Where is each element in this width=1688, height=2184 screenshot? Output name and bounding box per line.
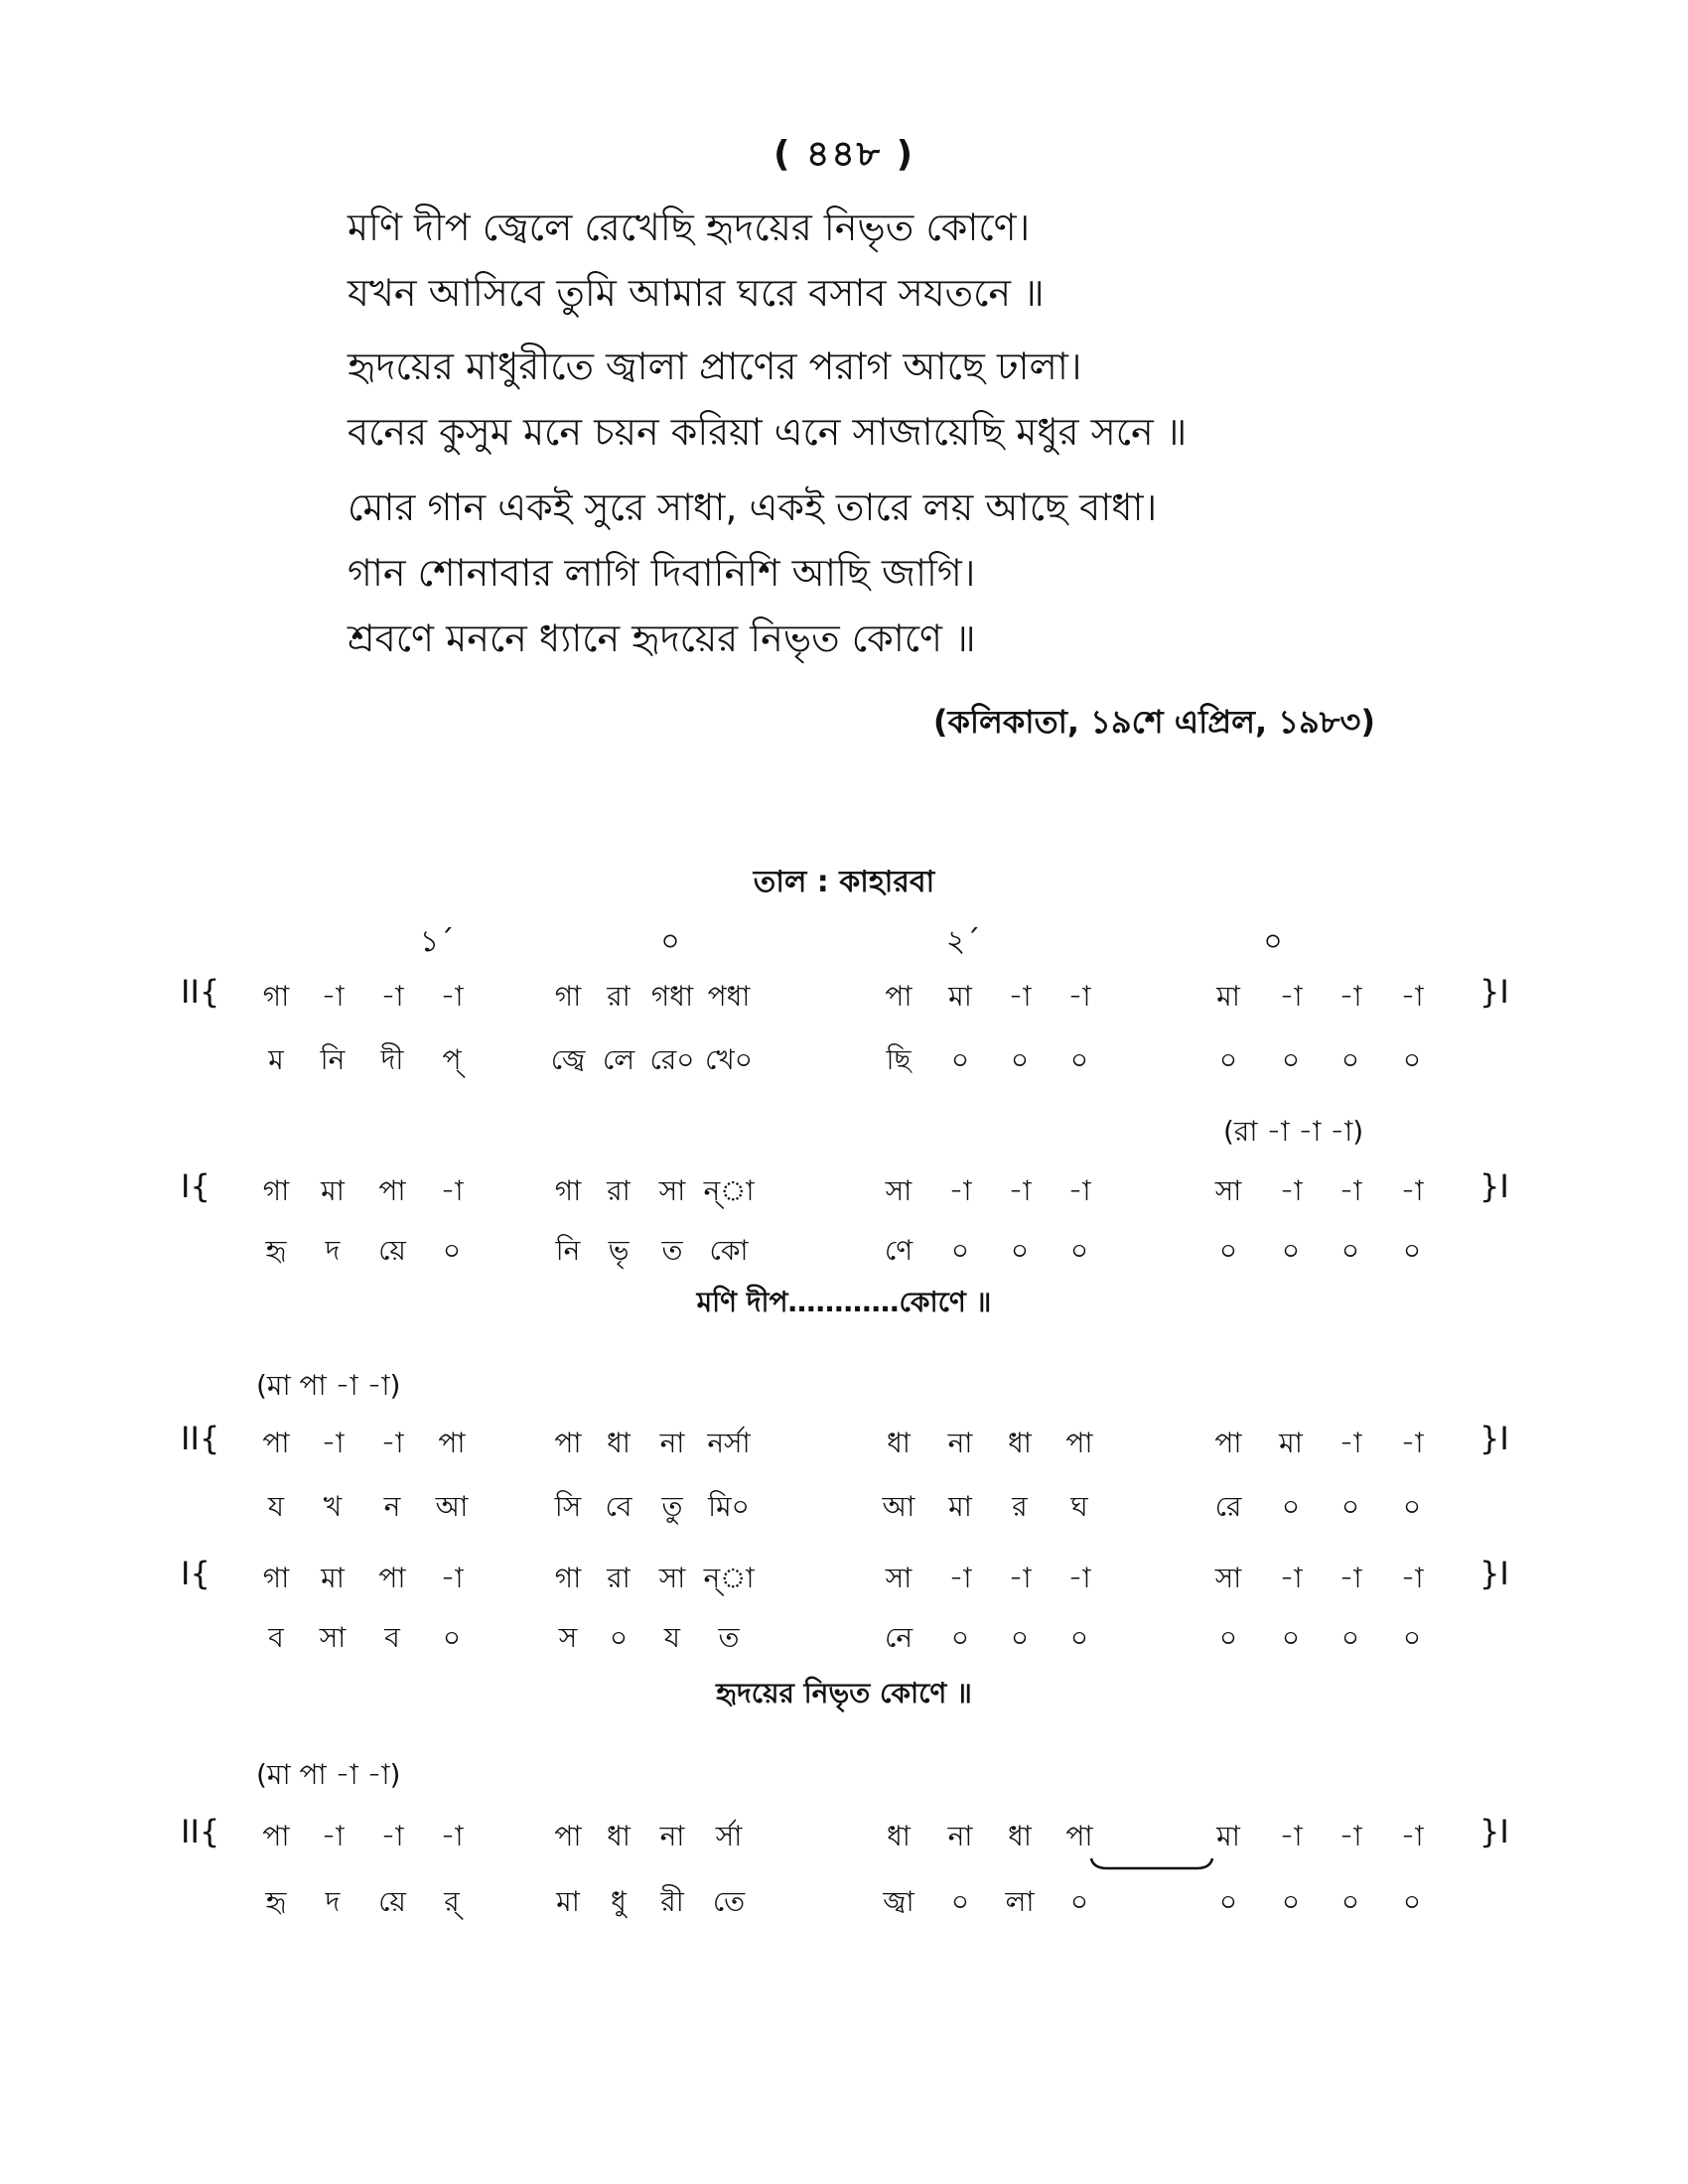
lyric-syllable: ০: [1402, 1043, 1422, 1076]
note: মা: [1216, 980, 1240, 1013]
lyric-syllable: দী: [380, 1043, 404, 1076]
note: পা: [554, 1820, 582, 1852]
note: -া: [1338, 1820, 1362, 1852]
note: ধা: [1008, 1427, 1032, 1459]
lyric-syllable: ত: [718, 1621, 740, 1654]
note: -া: [948, 1174, 972, 1207]
lyric-syllable: ০: [950, 1043, 970, 1076]
poem-line: বনের কুসুম মনে চয়ন করিয়া এনে সাজায়েছি মধুর সনে ॥: [348, 410, 1188, 454]
lyric-syllable: ০: [1340, 1885, 1360, 1918]
note: ধা: [887, 1427, 911, 1459]
lyric-syllable: ০: [950, 1885, 970, 1918]
lyric-syllable: হৃ: [265, 1885, 287, 1918]
stanza-3: [348, 475, 1440, 671]
lyric-syllable: তু: [661, 1490, 683, 1523]
lyric-syllable: রে: [1214, 1490, 1242, 1523]
lyric-syllable: দ: [325, 1885, 341, 1918]
note: -া: [440, 1174, 464, 1207]
note: পা: [378, 1562, 406, 1594]
lyric-syllable: য: [663, 1621, 681, 1654]
note-row: [0, 1815, 1688, 1858]
note: পা: [1065, 1820, 1093, 1852]
note: গা: [554, 1174, 582, 1207]
lyric-syllable: ০: [1340, 1043, 1360, 1076]
lyric-syllable: নি: [320, 1043, 346, 1076]
lyric-syllable: ০: [1402, 1621, 1422, 1654]
note: র্সা: [715, 1820, 743, 1852]
lyric-syllable: ০: [1069, 1621, 1089, 1654]
lyric-syllable: সা: [319, 1621, 347, 1654]
lyric-syllable: দ: [325, 1234, 341, 1267]
lyric-syllable: নি: [555, 1234, 581, 1267]
lyric-syllable: আ: [882, 1490, 915, 1523]
note: -া: [1400, 1174, 1424, 1207]
lyric-syllable: লে: [602, 1043, 635, 1076]
poem-line: মোর গান একই সুরে সাধা, একই তারে লয় আছে বাধা।: [348, 485, 1158, 529]
lyric-syllable: খ: [323, 1490, 343, 1523]
note: রা: [607, 1174, 631, 1207]
poem-line: শ্রবণে মননে ধ্যানে হৃদয়ের নিভৃত কোণে ॥: [348, 616, 976, 660]
note: -া: [1400, 980, 1424, 1013]
lyric-syllable: স: [558, 1621, 578, 1654]
note: নর্সা: [707, 1427, 751, 1459]
section-start-mark: I{: [181, 1167, 211, 1205]
note: না: [659, 1427, 685, 1459]
lyric-syllable: ০: [1402, 1885, 1422, 1918]
lyric-syllable: তে: [712, 1885, 746, 1918]
note: গা: [262, 1562, 290, 1594]
note: ধা: [607, 1820, 631, 1852]
lyric-syllable: র: [1012, 1490, 1028, 1523]
lyric-syllable: ০: [609, 1621, 629, 1654]
section-end-mark: }I: [1479, 973, 1509, 1011]
note: -া: [1338, 1174, 1362, 1207]
poem-line: যখন আসিবে তুমি আমার ঘরে বসাব সযতনে ॥: [348, 271, 1045, 315]
note: -া: [1279, 980, 1303, 1013]
lyric-syllable: র্: [444, 1885, 460, 1918]
note: পা: [378, 1174, 406, 1207]
note: সা: [1214, 1174, 1242, 1207]
lyric-syllable: ০: [1340, 1490, 1360, 1523]
lyric-syllable: মা: [556, 1885, 580, 1918]
poem-line: গান শোনাবার লাগি দিবানিশি আছি জাগি।: [348, 551, 976, 595]
lyric-syllable: য়ে: [378, 1885, 406, 1918]
lyric-syllable: খে০: [705, 1043, 753, 1076]
slur-mark: [1087, 1854, 1216, 1874]
lyric-syllable: সি: [554, 1490, 582, 1523]
note: -া: [1067, 1174, 1091, 1207]
note: -া: [1338, 1562, 1362, 1594]
poem-line: মণি দীপ জ্বেলে রেখেছি হৃদয়ের নিভৃত কোণে।: [348, 205, 1031, 249]
page-number: ( ৪৪৮ ): [773, 134, 915, 175]
dateline: (কলিকাতা, ১৯শে এপ্রিল, ১৯৮৩): [932, 703, 1375, 741]
lyric-syllable: ০: [1281, 1621, 1301, 1654]
lyric-syllable: মি০: [708, 1490, 750, 1523]
note: -া: [1008, 1562, 1032, 1594]
section-end-mark: }I: [1479, 1420, 1509, 1457]
note: -া: [380, 1427, 404, 1459]
note: রা: [607, 1562, 631, 1594]
note: পা: [262, 1427, 290, 1459]
note: -া: [1279, 1562, 1303, 1594]
note: পা: [1065, 1427, 1093, 1459]
refrain-cue: হৃদয়ের নিভৃত কোণে ॥: [716, 1677, 972, 1709]
lyric-syllable: ন: [383, 1490, 401, 1523]
beat-mark: ০: [660, 924, 680, 959]
beat-mark: ২´: [945, 924, 981, 959]
lyric-syllable: ০: [1069, 1234, 1089, 1267]
note: ন্া: [703, 1174, 755, 1207]
lyric-syllable: ০: [1340, 1234, 1360, 1267]
tala-heading: তাল : কাহারবা: [753, 865, 935, 899]
note: ধা: [887, 1820, 911, 1852]
note-row: [0, 975, 1688, 1019]
lyric-syllable: ত: [661, 1234, 683, 1267]
lyric-syllable: ০: [950, 1621, 970, 1654]
note: -া: [1400, 1820, 1424, 1852]
lyric-row: [0, 1038, 1688, 1082]
lyric-syllable: লা: [1005, 1885, 1035, 1918]
note: -া: [1338, 980, 1362, 1013]
variant-notes: (মা পা -া -া): [256, 1758, 401, 1791]
section-end-mark: }I: [1479, 1555, 1509, 1592]
note: না: [659, 1820, 685, 1852]
lyric-syllable: ০: [1010, 1621, 1030, 1654]
note: -া: [1008, 1174, 1032, 1207]
lyric-syllable: ণে: [884, 1234, 914, 1267]
lyric-syllable: ০: [1010, 1043, 1030, 1076]
lyric-syllable: জ্বে: [550, 1043, 586, 1076]
note: গধা: [650, 980, 694, 1013]
lyric-syllable: য: [267, 1490, 285, 1523]
lyric-syllable: ০: [442, 1234, 462, 1267]
lyric-syllable: ০: [1281, 1885, 1301, 1918]
note: -া: [321, 980, 345, 1013]
lyric-syllable: ০: [1402, 1490, 1422, 1523]
lyric-syllable: ০: [950, 1234, 970, 1267]
lyric-syllable: য়ে: [378, 1234, 406, 1267]
note: মা: [321, 1562, 345, 1594]
lyric-syllable: আ: [435, 1490, 469, 1523]
lyric-syllable: ০: [442, 1621, 462, 1654]
lyric-row: [0, 1880, 1688, 1924]
beat-marks: [0, 917, 1688, 957]
lyric-row: [0, 1229, 1688, 1273]
lyric-syllable: ম: [268, 1043, 284, 1076]
note: গা: [262, 980, 290, 1013]
lyric-syllable: ব: [268, 1621, 284, 1654]
lyric-syllable: ০: [1069, 1043, 1089, 1076]
note: -া: [440, 980, 464, 1013]
lyric-syllable: ০: [1218, 1885, 1238, 1918]
note: মা: [321, 1174, 345, 1207]
note: ন্া: [703, 1562, 755, 1594]
note: ধা: [607, 1427, 631, 1459]
note: -া: [321, 1427, 345, 1459]
lyric-syllable: প্: [442, 1043, 462, 1076]
variant-notes: (মা পা -া -া): [256, 1369, 401, 1402]
lyric-syllable: রী: [660, 1885, 684, 1918]
lyric-syllable: ০: [1281, 1043, 1301, 1076]
section-end-mark: }I: [1479, 1813, 1509, 1850]
lyric-syllable: ছি: [886, 1043, 912, 1076]
note: -া: [1279, 1820, 1303, 1852]
lyric-syllable: ০: [1010, 1234, 1030, 1267]
note: সা: [658, 1562, 686, 1594]
lyric-syllable: ব: [384, 1621, 400, 1654]
note: পা: [554, 1427, 582, 1459]
note: পধা: [707, 980, 751, 1013]
lyric-syllable: ধু: [611, 1885, 627, 1918]
lyric-syllable: ০: [1069, 1885, 1089, 1918]
lyric-syllable: মা: [948, 1490, 972, 1523]
lyric-syllable: কো: [709, 1234, 749, 1267]
stanza-1: [348, 195, 1440, 326]
section-start-mark: II{: [181, 973, 220, 1011]
note: না: [947, 1820, 973, 1852]
note-row: [0, 1169, 1688, 1213]
beat-mark: ০: [1263, 924, 1283, 959]
lyric-syllable: হৃ: [265, 1234, 287, 1267]
section-start-mark: I{: [181, 1555, 211, 1592]
note: -া: [1400, 1562, 1424, 1594]
note: -া: [321, 1820, 345, 1852]
note: পা: [885, 980, 913, 1013]
section-start-mark: II{: [181, 1420, 220, 1457]
note: মা: [1216, 1820, 1240, 1852]
note: গা: [554, 1562, 582, 1594]
lyric-syllable: ০: [1218, 1234, 1238, 1267]
note: -া: [1279, 1174, 1303, 1207]
note: -া: [948, 1562, 972, 1594]
note: রা: [607, 980, 631, 1013]
lyric-syllable: নে: [884, 1621, 914, 1654]
note: সা: [885, 1562, 913, 1594]
note: -া: [380, 980, 404, 1013]
note: মা: [1279, 1427, 1303, 1459]
lyric-syllable: ০: [1281, 1490, 1301, 1523]
lyric-syllable: ০: [1218, 1621, 1238, 1654]
lyric-row: [0, 1616, 1688, 1660]
lyric-row: [0, 1485, 1688, 1529]
section-end-mark: }I: [1479, 1167, 1509, 1205]
lyric-syllable: জ্বা: [883, 1885, 914, 1918]
note: গা: [262, 1174, 290, 1207]
lyric-syllable: ০: [1218, 1043, 1238, 1076]
note: সা: [885, 1174, 913, 1207]
note: পা: [438, 1427, 466, 1459]
note: সা: [658, 1174, 686, 1207]
poem-line: হৃদয়ের মাধুরীতে জ্বালা প্রাণের পরাগ আছে ঢালা।: [348, 344, 1082, 388]
stanza-2: [348, 334, 1440, 465]
note: পা: [1214, 1427, 1242, 1459]
lyric-syllable: রে০: [649, 1043, 695, 1076]
section-start-mark: II{: [181, 1813, 220, 1850]
note-row: [0, 1422, 1688, 1465]
note: -া: [440, 1820, 464, 1852]
note: মা: [948, 980, 972, 1013]
note: পা: [262, 1820, 290, 1852]
lyric-syllable: ঘ: [1070, 1490, 1088, 1523]
note: সা: [1214, 1562, 1242, 1594]
note: -া: [1067, 980, 1091, 1013]
note: -া: [440, 1562, 464, 1594]
beat-mark: ১´: [419, 924, 455, 959]
note: না: [947, 1427, 973, 1459]
refrain-cue: মণি দীপ…………কোণে ॥: [696, 1286, 992, 1318]
lyric-syllable: ভৃ: [608, 1234, 630, 1267]
note: ধা: [1008, 1820, 1032, 1852]
note: -া: [1400, 1427, 1424, 1459]
note: -া: [380, 1820, 404, 1852]
note: -া: [1338, 1427, 1362, 1459]
lyric-syllable: বে: [605, 1490, 633, 1523]
note-row: [0, 1557, 1688, 1600]
note: গা: [554, 980, 582, 1013]
lyric-syllable: ০: [1402, 1234, 1422, 1267]
variant-notes: (রা -া -া -া): [1223, 1115, 1364, 1148]
lyric-syllable: ০: [1340, 1621, 1360, 1654]
note: -া: [1067, 1562, 1091, 1594]
note: -া: [1008, 980, 1032, 1013]
lyric-syllable: ০: [1281, 1234, 1301, 1267]
